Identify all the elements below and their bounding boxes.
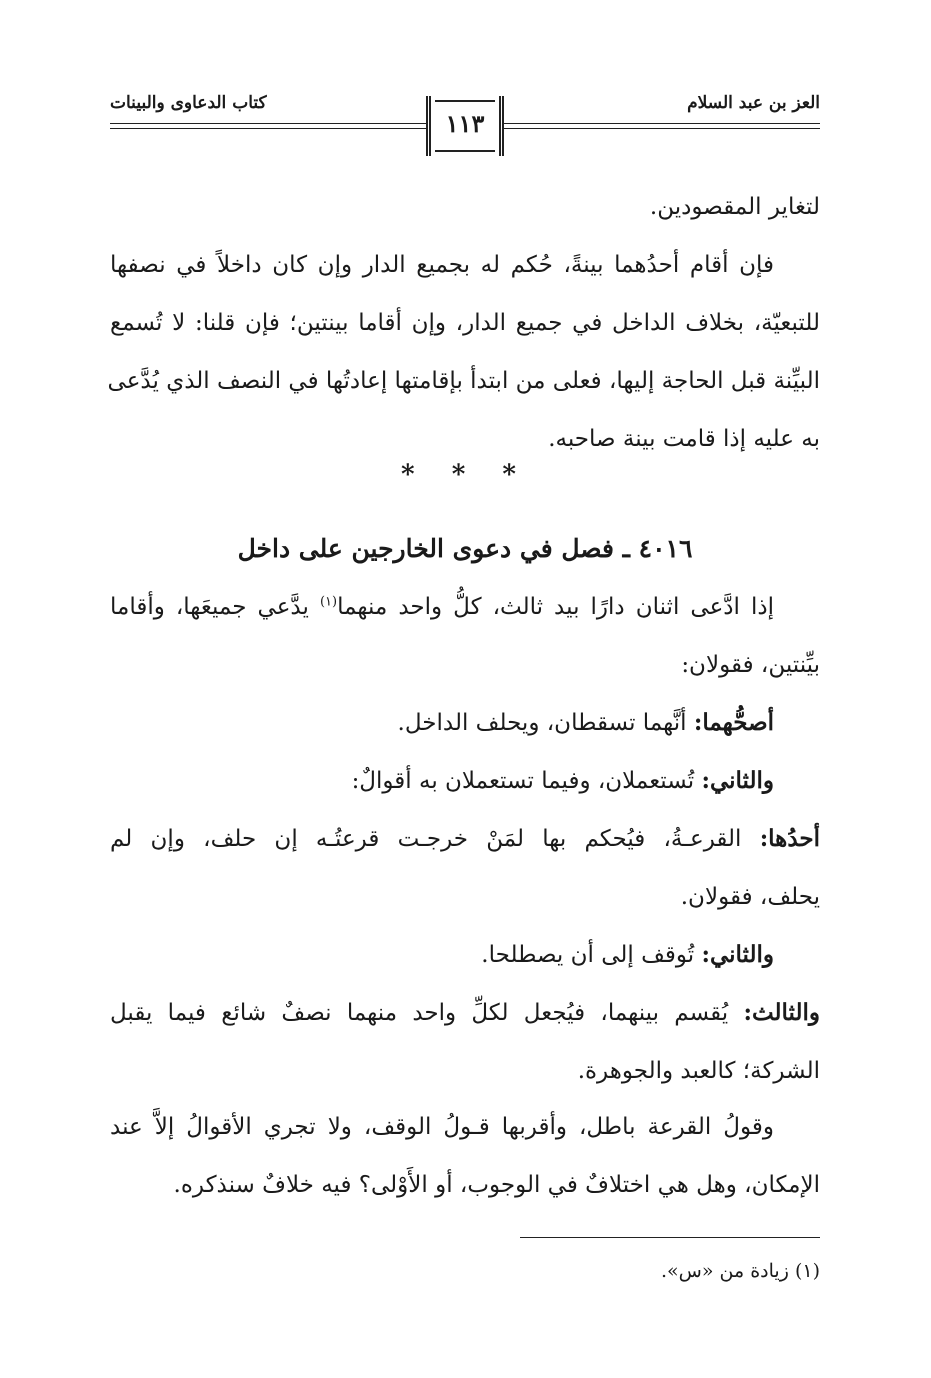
item-text: القرعـةُ، فيُحكم بها لمَنْ خرجـت قرعتُـه إن حلف، وإن لم (110, 826, 760, 852)
list-item (110, 810, 820, 868)
text-line: الشركة؛ كالعبد والجوهرة. (577, 1058, 820, 1084)
text-line (110, 578, 820, 636)
footnote-reference: (١) (319, 594, 338, 610)
text-line: وقولُ القرعة باطل، وأقربها قـولُ الوقف، ولا تجري الأقوالُ إلاَّ عند (110, 1114, 774, 1140)
running-head-book: كتاب الدعاوى والبينات (110, 93, 267, 113)
text-line: البيِّنة قبل الحاجة إليها، فعلى من ابتدأ بإقامتها إعادتُها في النصف الذي يُدَّعى (107, 368, 820, 394)
text-segment: إذا ادَّعى اثنان دارًا بيد ثالث، كلُّ واحد منهما (337, 594, 774, 620)
page-header (110, 86, 820, 166)
list-item (110, 752, 820, 810)
item-label: أحدُها: (759, 825, 820, 852)
item-label: أصحُّهما: (693, 709, 774, 736)
opinion-list (110, 694, 820, 1100)
page-number-frame (426, 96, 504, 156)
text-line: الإمكان، وهل هي اختلافٌ في الوجوب، أو الأَوْلى؟ فيه خلافٌ سنذكره. (173, 1172, 820, 1198)
list-item (110, 984, 820, 1042)
text-line: لتغاير المقصودين. (649, 194, 820, 220)
footnote-text: زيادة من «س». (661, 1260, 789, 1282)
page-number: ١١٣ (445, 109, 485, 138)
running-head-author: العز بن عبد السلام (687, 93, 820, 113)
text-line: بيِّنتين، فقولان: (681, 652, 820, 678)
footnote (661, 1256, 820, 1286)
paragraph-claim (110, 578, 820, 694)
list-item (110, 694, 820, 752)
item-text: تُوقف إلى أن يصطلحا. (481, 942, 702, 968)
text-line: فإن أقام أحدُهما بينةً، حُكم له بجميع الدار وإن كان داخلاً في نصفها (110, 252, 774, 278)
item-label: والثاني: (701, 767, 774, 794)
item-label: والثاني: (701, 941, 774, 968)
text-line: به عليه إذا قامت بينة صاحبه. (548, 426, 820, 452)
item-text: يُقسم بينهما، فيُجعل لكلِّ واحد منهما نصفٌ شائع فيما يقبل (110, 1000, 744, 1026)
section-separator: * * * (401, 460, 530, 490)
paragraph-conclusion (110, 1098, 820, 1214)
paragraph-bayyina (107, 236, 820, 468)
item-text: تُستعملان، وفيما تستعملان به أقوالٌ: (351, 768, 702, 794)
footnote-rule (520, 1237, 820, 1238)
list-item (110, 926, 820, 984)
footnote-marker: (١) (794, 1260, 820, 1282)
text-line: للتبعيّة، بخلاف الداخل في جميع الدار، وإن أقاما بينتين؛ فإن قلنا: لا تُسمع (110, 310, 820, 336)
item-text: أنَّهما تسقطان، ويحلف الداخل. (397, 710, 694, 736)
text-segment: يدَّعي جميعَها، وأقاما (110, 594, 320, 620)
section-heading: ٤٠١٦ ـ فصل في دعوى الخارجين على داخل (237, 534, 693, 563)
continuation-paragraph (110, 178, 820, 236)
text-line: يحلف، فقولان. (680, 884, 820, 910)
item-label: والثالث: (743, 999, 820, 1026)
